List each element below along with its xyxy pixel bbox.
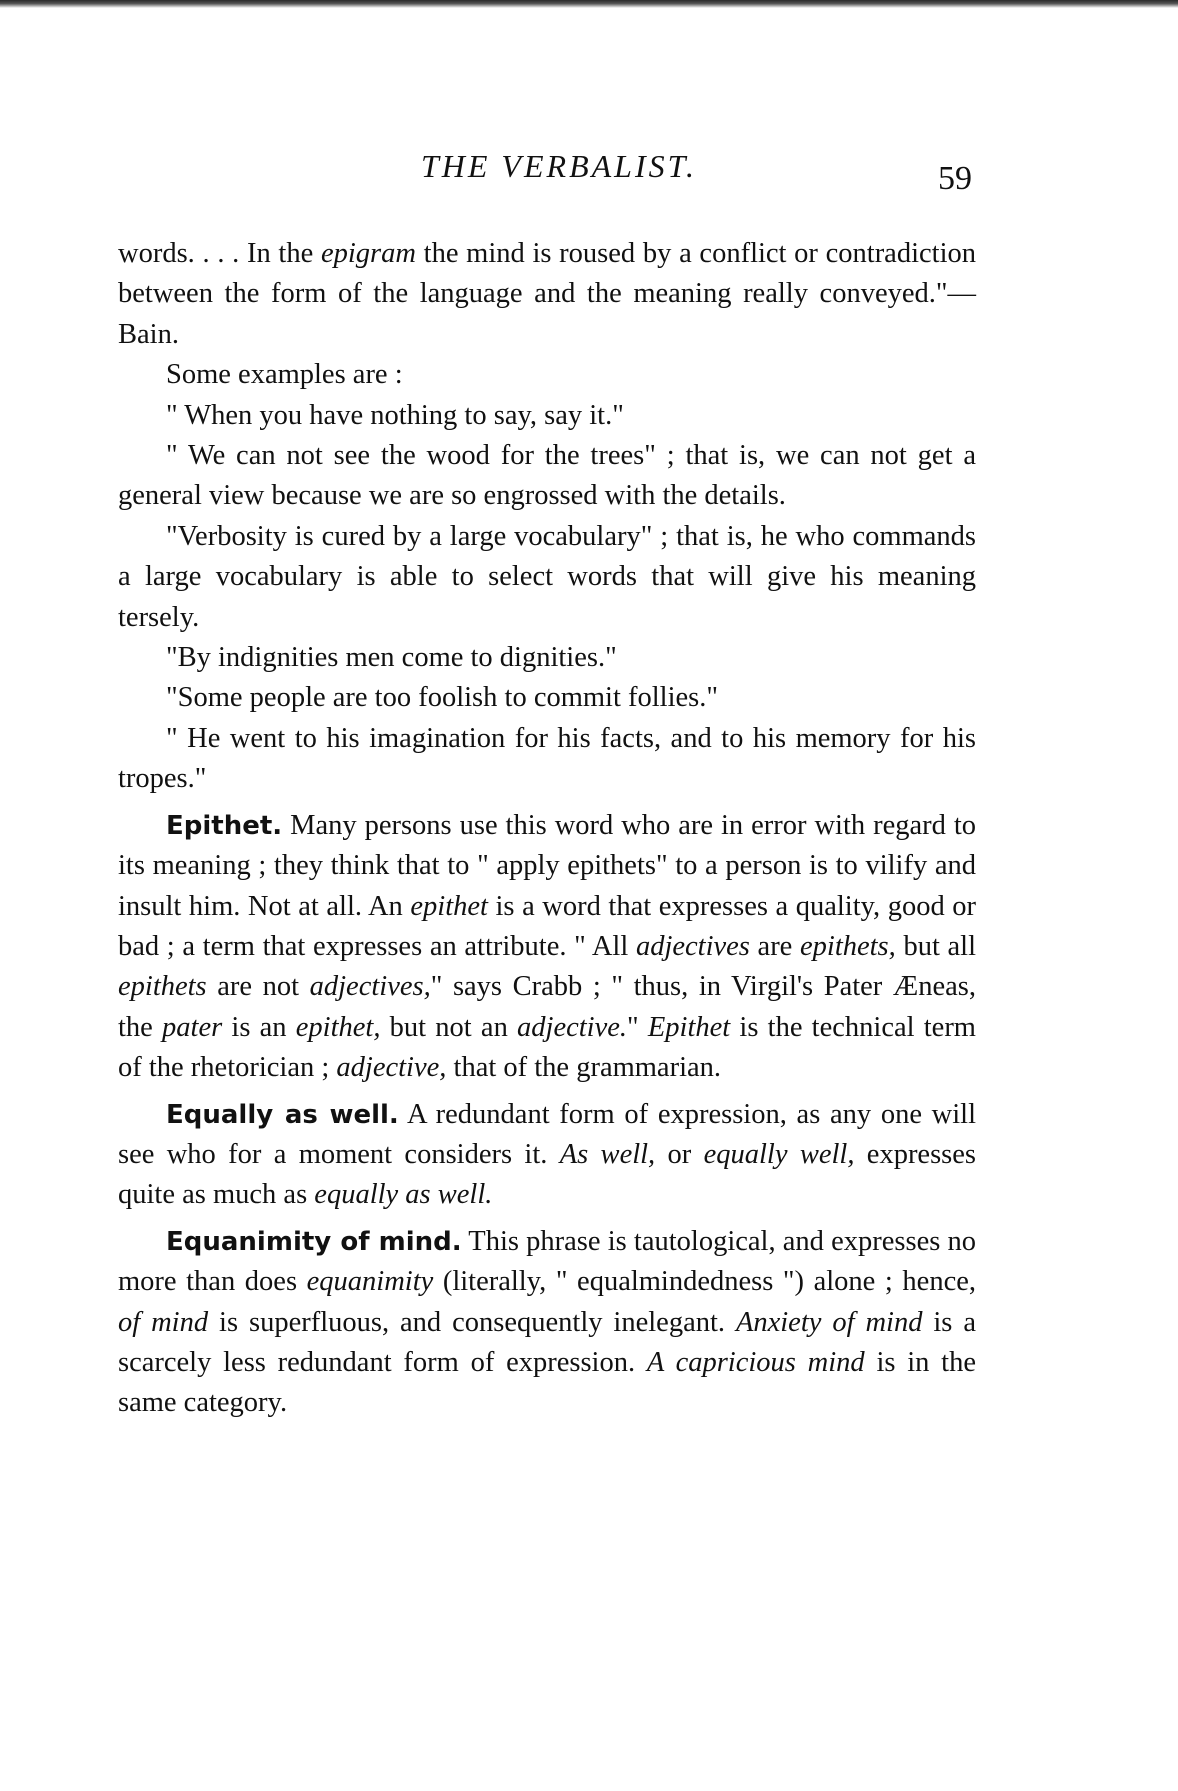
italic-term: epithet, bbox=[295, 1011, 381, 1043]
top-edge-shadow bbox=[0, 0, 1178, 8]
italic-term: epithets bbox=[118, 971, 207, 1003]
italic-term: Epithet bbox=[647, 1011, 731, 1043]
entry-equally-as-well bbox=[118, 1095, 976, 1216]
example-quote: "Verbosity is cured by a large vocabulary" ; that is, he who commands a large vocabulary is able to select words that will give his meaning tersely. bbox=[118, 520, 976, 633]
italic-term: Anxiety of mind bbox=[735, 1306, 923, 1338]
italic-term: adjective. bbox=[517, 1011, 628, 1043]
text-run: is superfluous, and consequently inelegant. bbox=[208, 1306, 736, 1338]
italic-term: pater bbox=[162, 1011, 223, 1043]
italic-term: As well, bbox=[559, 1138, 656, 1170]
entry-term: Epithet. bbox=[166, 810, 283, 841]
text-run: the mind is roused by a conflict or contradiction between the form of the language and the meaning really conveyed."—Bain. bbox=[118, 238, 976, 350]
entry-equanimity-of-mind bbox=[118, 1222, 976, 1424]
italic-term: equally as well. bbox=[314, 1179, 493, 1211]
text-run: is a word that expresses a quality, good or bad ; a term that expresses an attribute. " All bbox=[118, 890, 976, 962]
italic-term: epithet bbox=[410, 890, 488, 922]
italic-term: epigram bbox=[320, 238, 416, 269]
italic-term: epithets, bbox=[800, 930, 896, 962]
text-run: " bbox=[627, 1011, 648, 1043]
text-run: words. . . . In the bbox=[118, 238, 321, 269]
text-run: A redundant form of expression, as any one will see who for a moment considers it. bbox=[118, 1098, 976, 1170]
entry-epithet bbox=[118, 806, 976, 1089]
entry-term: Equanimity of mind. bbox=[166, 1226, 462, 1257]
italic-term: equanimity bbox=[306, 1266, 434, 1298]
example-quote: "By indignities men come to dignities." bbox=[166, 642, 617, 674]
text-run: is an bbox=[222, 1011, 296, 1043]
text-run: is the technical term of the rhetorician ; bbox=[118, 1011, 976, 1084]
text-run: that of the grammarian. bbox=[446, 1052, 722, 1084]
paragraph-examples-intro: Some examples are : bbox=[166, 359, 403, 391]
italic-term: adjective, bbox=[336, 1052, 447, 1084]
text-run: are not bbox=[206, 971, 310, 1003]
page-number: 59 bbox=[938, 160, 972, 197]
paragraph-bain-quote bbox=[118, 234, 976, 355]
body-text bbox=[118, 234, 976, 1424]
italic-term: A capricious mind bbox=[646, 1346, 865, 1378]
entry-term: Equally as well. bbox=[166, 1099, 399, 1130]
text-run: Many persons use this word who are in error with regard to its meaning ; they think that to " apply epithets" to a person is to vilify and insult him. Not at all. An bbox=[118, 809, 976, 922]
text-run: This phrase is tautological, and expresses no more than does bbox=[118, 1225, 977, 1298]
text-run: (literally, " equalmindedness ") alone ; hence, bbox=[433, 1266, 976, 1298]
example-quote: " When you have nothing to say, say it." bbox=[166, 399, 624, 431]
text-run: but not an bbox=[380, 1011, 518, 1043]
text-run: but all bbox=[895, 930, 976, 962]
text-run: expresses quite as much as bbox=[118, 1138, 977, 1211]
example-quote: " He went to his imagination for his facts, and to his memory for his tropes." bbox=[118, 722, 976, 795]
text-run: is in the same category. bbox=[118, 1346, 977, 1419]
text-run: are bbox=[749, 930, 800, 962]
italic-term: of mind bbox=[118, 1306, 209, 1338]
italic-term: equally well, bbox=[703, 1138, 855, 1170]
italic-term: adjectives bbox=[635, 930, 750, 962]
example-quote: "Some people are too foolish to commit follies." bbox=[166, 682, 719, 714]
italic-term: adjectives, bbox=[309, 971, 431, 1003]
example-quote: " We can not see the wood for the trees" ; that is, we can not get a general view because we are so engrossed with the details. bbox=[118, 440, 976, 512]
text-run: " says Crabb ; " thus, in Virgil's Pater Æneas, the bbox=[118, 971, 976, 1043]
text-run: is a scarcely less redundant form of expression. bbox=[118, 1306, 976, 1378]
running-head: THE VERBALIST. bbox=[420, 148, 698, 184]
text-run: or bbox=[655, 1138, 704, 1170]
